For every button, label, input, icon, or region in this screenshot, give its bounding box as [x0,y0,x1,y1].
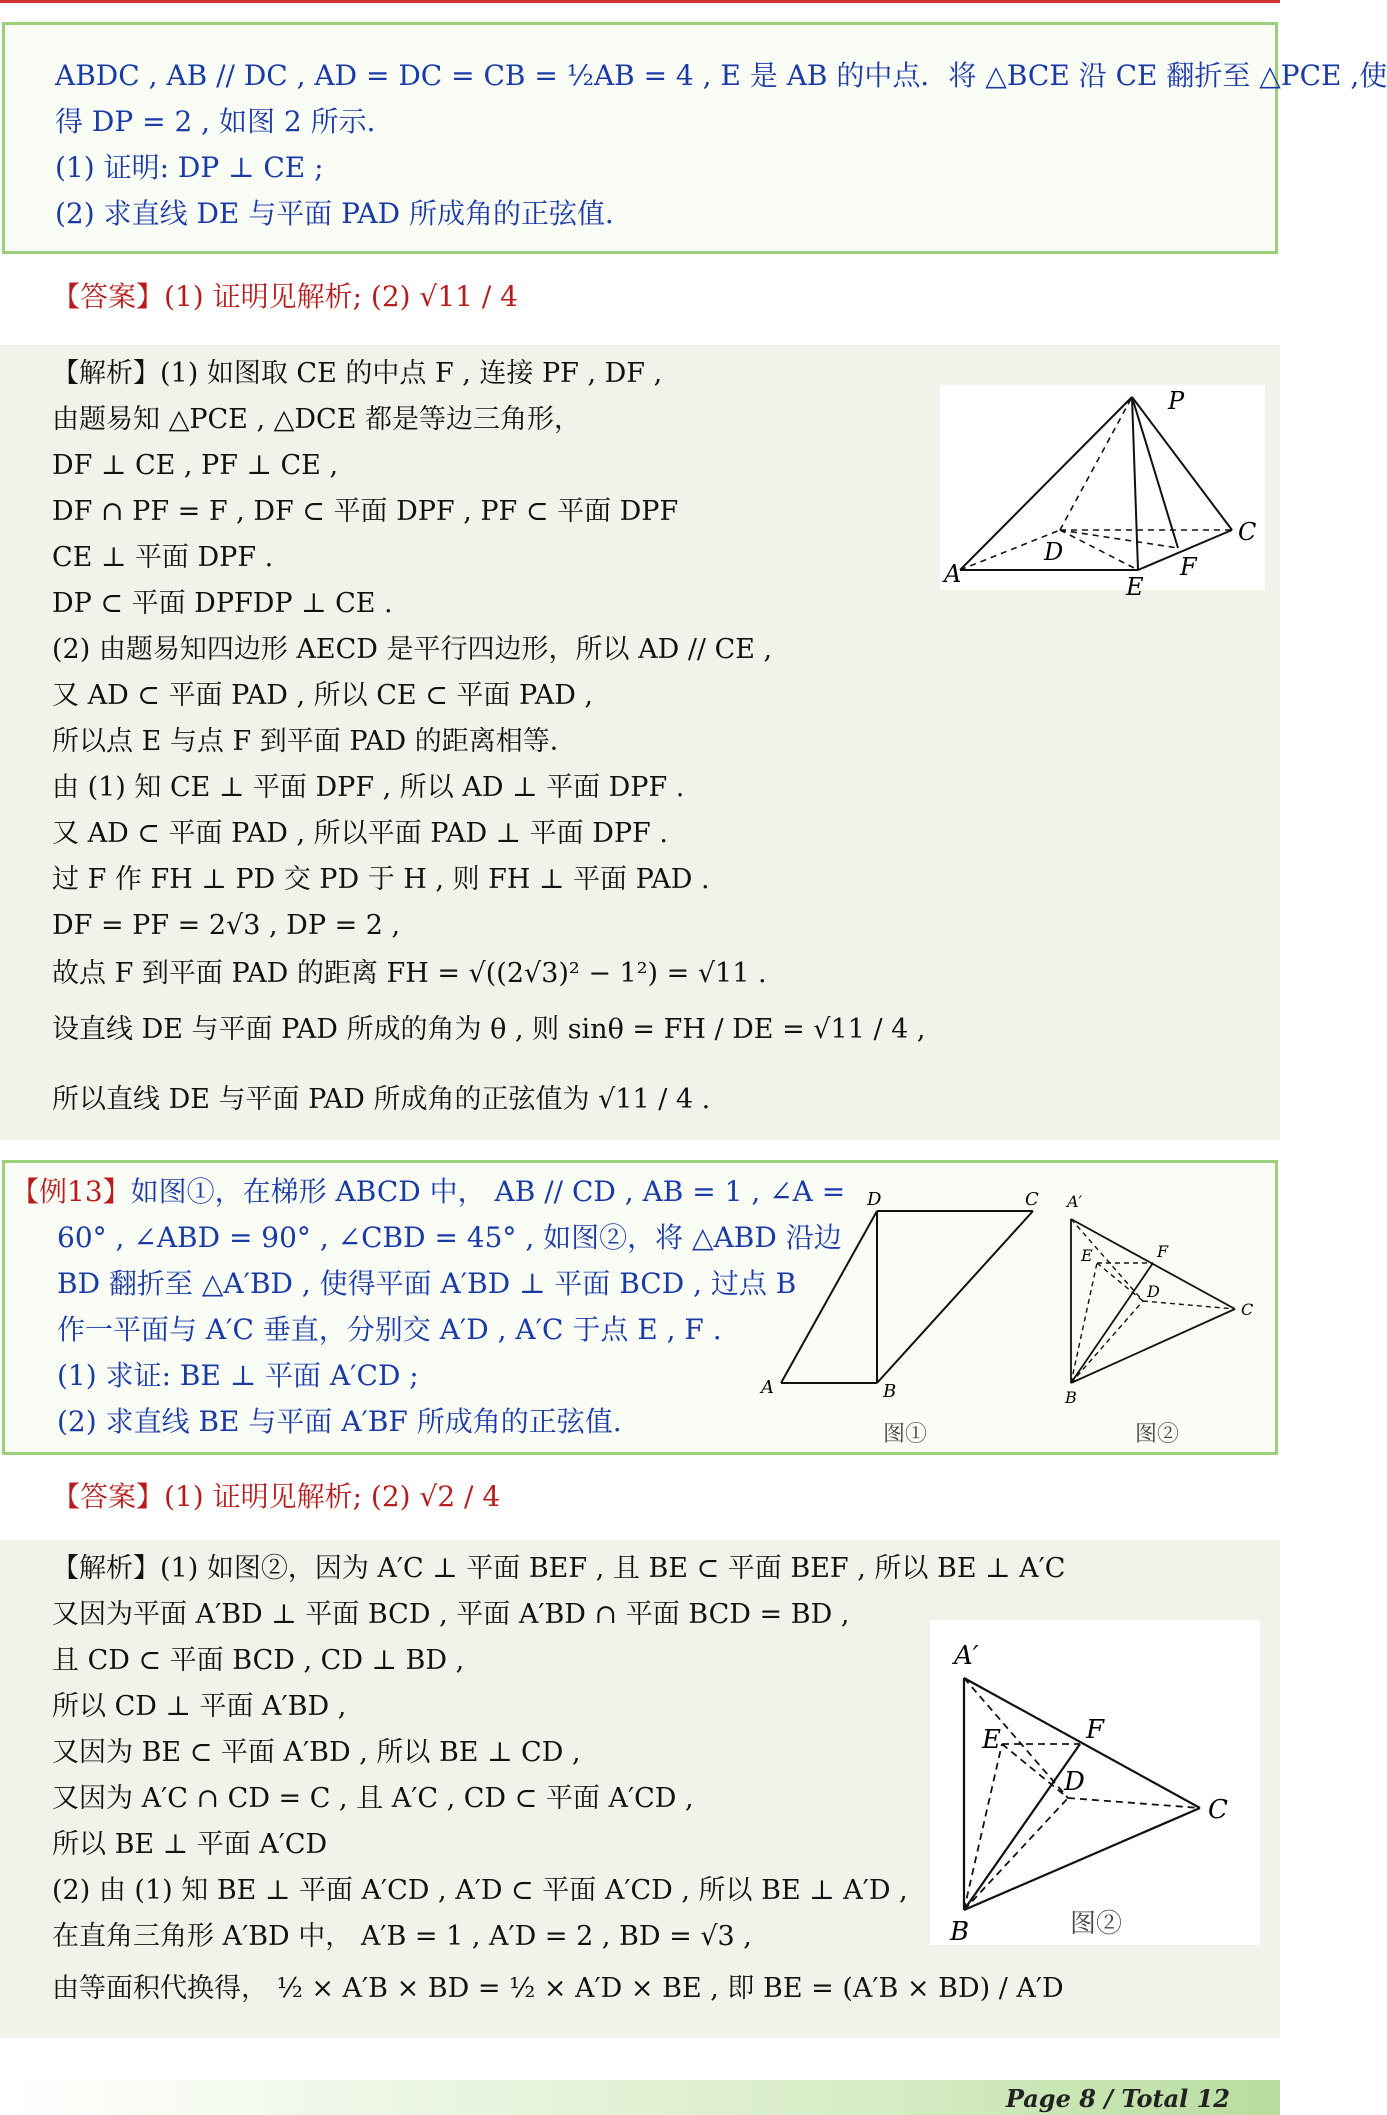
problem-12-line-1: ABDC , AB // DC , AD = DC = CB = ½AB = 4 , E 是 AB 的中点．将 △BCE 沿 CE 翻折至 △PCE ,使 [55,59,1387,92]
problem-12-line-2: 得 DP = 2 , 如图 2 所示． [55,105,395,138]
answer-13-label: 【答案】 [52,1480,165,1513]
solution-12-figure [940,385,1265,601]
fig-label-C: C [1208,1795,1228,1825]
solution-12-line: DF ∩ PF = F , DF ⊂ 平面 DPF , PF ⊂ 平面 DPF [52,496,679,527]
fig1-label-A: A [761,1377,774,1398]
fig2-caption: 图② [1135,1422,1180,1447]
problem-13-line-1: 如图①，在梯形 ABCD 中， AB // CD , AB = 1 , ∠A = [130,1175,846,1208]
fig2-label-C: C [1241,1300,1254,1319]
fig-label-F: F [1086,1715,1105,1745]
solution-13-line: (2) 由 (1) 知 BE ⊥ 平面 A′CD , A′D ⊂ 平面 A′CD , 所以 BE ⊥ A′D , [52,1875,908,1906]
fig-label-D: D [1064,1767,1085,1797]
solution-12-line: 由题易知 △PCE , △DCE 都是等边三角形， [52,404,581,435]
problem-13-line-2: 60° , ∠ABD = 90° , ∠CBD = 45° , 如图②，将 △ABD 沿边 [57,1221,842,1254]
fig-caption: 图② [1070,1909,1123,1939]
label-D: D [1044,538,1064,566]
fig-label-B: B [950,1917,970,1947]
fig2-label-D: D [1147,1282,1160,1301]
fig1-label-D: D [867,1189,882,1210]
answer-12 [52,280,518,314]
fig1-label-C: C [1025,1189,1039,1210]
solution-12-panel [0,345,1280,1140]
answer-12-label: 【答案】 [52,280,165,313]
problem-12-part-2: (2) 求直线 DE 与平面 PAD 所成角的正弦值． [55,197,633,230]
fig-label-A1: A′ [954,1641,979,1671]
solution-12-line: CE ⊥ 平面 DPF . [52,542,274,573]
page-footer [0,2080,1280,2115]
tetrahedron-large-diagram [930,1620,1260,1945]
solution-13-line: 又因为平面 A′BD ⊥ 平面 BCD , 平面 A′BD ∩ 平面 BCD = BD , [52,1599,850,1630]
fig-label-E: E [982,1725,1001,1755]
solution-13-line: 又因为 BE ⊂ 平面 A′BD , 所以 BE ⊥ CD , [52,1737,581,1768]
problem-13-part-2: (2) 求直线 BE 与平面 A′BF 所成角的正弦值. [57,1405,622,1438]
solution-13-line: 所以 CD ⊥ 平面 A′BD , [52,1691,347,1722]
label-E: E [1126,573,1144,601]
top-rule [0,0,1280,3]
solution-12-line: 设直线 DE 与平面 PAD 所成的角为 θ , 则 sinθ = FH / DE = √11 / 4 , [52,1014,926,1045]
solution-13-line: 【解析】(1) 如图②，因为 A′C ⊥ 平面 BEF , 且 BE ⊂ 平面 BEF , 所以 BE ⊥ A′C [52,1553,1066,1584]
label-P: P [1168,387,1185,415]
label-F: F [1180,553,1197,581]
solution-12-line: 所以点 E 与点 F 到平面 PAD 的距离相等． [52,726,577,757]
solution-12-line: DP ⊂ 平面 DPFDP ⊥ CE . [52,588,393,619]
page-number: Page 8 / Total 12 [1005,2084,1230,2113]
answer-13-text: (1) 证明见解析; (2) √2 / 4 [164,1480,501,1513]
problem-12-box [2,22,1387,254]
solution-13-panel [0,1540,1280,2038]
fig1-label-B: B [883,1381,897,1402]
fig2-label-A1: A′ [1067,1192,1083,1211]
solution-13-line: 且 CD ⊂ 平面 BCD , CD ⊥ BD , [52,1645,465,1676]
label-C: C [1238,518,1257,546]
trapezoid-diagram [753,1171,1053,1451]
label-A: A [944,560,962,588]
solution-12-line: DF ⊥ CE , PF ⊥ CE , [52,450,339,481]
solution-13-line: 所以 BE ⊥ 平面 A′CD [52,1829,328,1860]
solution-12-line: (2) 由题易知四边形 AECD 是平行四边形，所以 AD // CE , [52,634,773,665]
solution-12-line: 所以直线 DE 与平面 PAD 所成角的正弦值为 √11 / 4 . [52,1084,711,1115]
solution-13-line: 由等面积代换得， ½ × A′B × BD = ½ × A′D × BE , 即 BE = (A′B × BD) / A′D [52,1973,1064,2004]
tetrahedron-small-diagram [1055,1171,1275,1451]
solution-13-line: 在直角三角形 A′BD 中， A′B = 1 , A′D = 2 , BD = √3 , [52,1921,752,1952]
problem-13-part-1: (1) 求证: BE ⊥ 平面 A′CD ; [57,1359,419,1392]
fig2-label-E: E [1081,1246,1093,1265]
problem-13-figure-1 [753,1171,1053,1451]
answer-13 [52,1480,500,1514]
fig1-caption: 图① [883,1422,928,1447]
fig2-label-B: B [1065,1388,1077,1407]
problem-13-box [2,1160,1278,1455]
solution-13-figure [930,1620,1260,1945]
fig2-label-F: F [1157,1242,1169,1261]
problem-13-tag: 【例13】 [11,1175,131,1208]
solution-12-line: 由 (1) 知 CE ⊥ 平面 DPF , 所以 AD ⊥ 平面 DPF . [52,772,685,803]
solution-12-line: 过 F 作 FH ⊥ PD 交 PD 于 H , 则 FH ⊥ 平面 PAD . [52,864,710,895]
solution-13-line: 又因为 A′C ∩ CD = C , 且 A′C , CD ⊂ 平面 A′CD , [52,1783,694,1814]
problem-12-part-1: (1) 证明: DP ⊥ CE ; [55,151,324,184]
problem-13-figure-2 [1055,1171,1275,1451]
solution-12-line: 又 AD ⊂ 平面 PAD , 所以 CE ⊂ 平面 PAD , [52,680,594,711]
problem-13-line-4: 作一平面与 A′C 垂直，分别交 A′D , A′C 于点 E , F . [57,1313,722,1346]
solution-12-line: 又 AD ⊂ 平面 PAD , 所以平面 PAD ⊥ 平面 DPF . [52,818,668,849]
pyramid-diagram [940,385,1265,601]
problem-13-line-3: BD 翻折至 △A′BD , 使得平面 A′BD ⊥ 平面 BCD , 过点 B [57,1267,797,1300]
solution-12-line: DF = PF = 2√3 , DP = 2 , [52,910,401,941]
solution-12-line: 【解析】(1) 如图取 CE 的中点 F , 连接 PF , DF , [52,358,663,389]
solution-12-line: 故点 F 到平面 PAD 的距离 FH = √((2√3)² − 1²) = √11 . [52,958,767,989]
answer-12-text: (1) 证明见解析; (2) √11 / 4 [164,280,518,313]
